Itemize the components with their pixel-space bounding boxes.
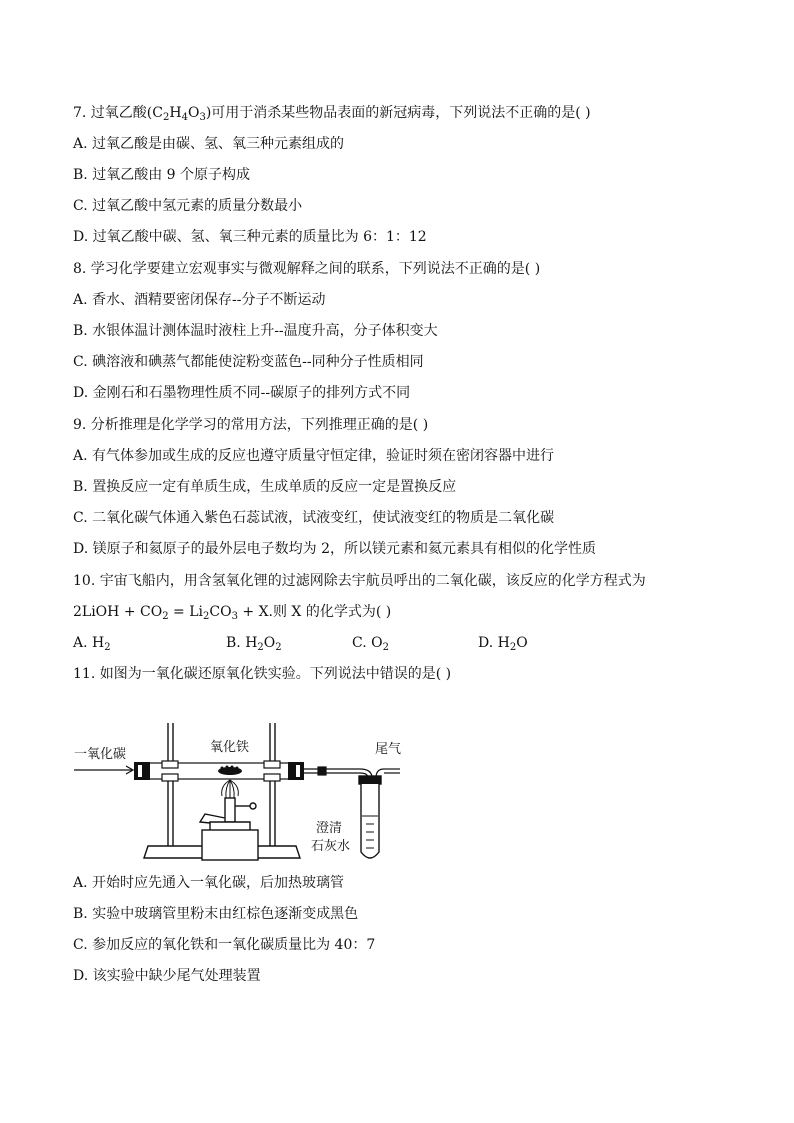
label-limewater-1: 澄清	[316, 821, 343, 836]
q10-stem: 10. 宇宙飞船内，用含氢氧化锂的过滤网除去宇航员呼出的二氧化碳，该反应的化学方程式为	[73, 573, 646, 589]
co-reduction-apparatus-diagram	[70, 718, 415, 868]
q9-option-d: D. 镁原子和氦原子的最外层电子数均为 2，所以镁元素和氦元素具有相似的化学性质	[73, 541, 596, 557]
q7-stem: 7. 过氧乙酸$(C_2H_4O_3)$可用于消杀某些物品表面的新冠病毒，下列说法不正确的是( )	[73, 105, 591, 123]
right-clamp-bottom	[264, 774, 280, 781]
left-clamp-top	[162, 761, 178, 768]
label-carbon-monoxide: 一氧化碳	[74, 747, 127, 762]
left-clamp-bottom	[162, 774, 178, 781]
q11-option-a: A. 开始时应先通入一氧化碳，后加热玻璃管	[73, 875, 345, 891]
q11-stem: 11. 如图为一氧化碳还原氧化铁实验。下列说法中错误的是( )	[73, 666, 452, 682]
q7-option-d: D. 过氧乙酸中碳、氢、氧三种元素的质量比为 6：1：12	[73, 229, 427, 245]
q9-option-c: C. 二氧化碳气体通入紫色石蕊试液，试液变红，使试液变红的物质是二氧化碳	[73, 510, 555, 526]
right-stopper	[288, 762, 304, 780]
q7-option-c: C. 过氧乙酸中氢元素的质量分数最小	[73, 198, 303, 214]
q11-option-d: D. 该实验中缺少尾气处理装置	[73, 968, 261, 984]
label-tail-gas: 尾气	[375, 742, 402, 757]
q10-option-c: C. $O_2$	[352, 635, 389, 653]
q8-option-c: C. 碘溶液和碘蒸气都能使淀粉变蓝色--同种分子性质相同	[73, 354, 424, 370]
q10-option-d: D. $H_2O$	[478, 635, 528, 653]
q7-option-b: B. 过氧乙酸由 9 个原子构成	[73, 167, 250, 183]
q8-stem: 8. 学习化学要建立宏观事实与微观解释之间的联系，下列说法不正确的是( )	[73, 261, 541, 277]
q9-option-a: A. 有气体参加或生成的反应也遵守质量守恒定律，验证时须在密闭容器中进行	[73, 448, 555, 464]
burner-flame	[222, 780, 239, 798]
label-iron-oxide: 氧化铁	[210, 740, 250, 755]
q8-option-d: D. 金刚石和石墨物理性质不同--碳原子的排列方式不同	[73, 385, 411, 401]
left-stopper	[134, 762, 150, 780]
q11-option-c: C. 参加反应的氧化铁和一氧化碳质量比为 40：7	[73, 937, 376, 953]
q8-option-b: B. 水银体温计测体温时液柱上升--温度升高，分子体积变大	[73, 323, 438, 339]
right-clamp-top	[264, 761, 280, 768]
q8-option-a: A. 香水、酒精要密闭保存--分子不断运动	[73, 292, 326, 308]
q11-option-b: B. 实验中玻璃管里粉末由红棕色逐渐变成黑色	[73, 906, 359, 922]
label-limewater-2: 石灰水	[311, 839, 351, 854]
q10-equation: 2LiOH + $CO_2 = Li_2CO_3 + X$.则 X 的化学式为( )	[73, 604, 392, 622]
q9-option-b: B. 置换反应一定有单质生成，生成单质的反应一定是置换反应	[73, 479, 457, 495]
inlet-arrow	[74, 766, 133, 774]
q10-option-a: A. $H_2$	[73, 635, 111, 653]
q10-option-b: B. $H_2O_2$	[226, 635, 282, 653]
q9-stem: 9. 分析推理是化学学习的常用方法，下列推理正确的是( )	[73, 417, 429, 433]
test-tube	[359, 776, 381, 858]
q7-option-a: A. 过氧乙酸是由碳、氢、氧三种元素组成的	[73, 136, 345, 152]
burner	[200, 798, 258, 860]
